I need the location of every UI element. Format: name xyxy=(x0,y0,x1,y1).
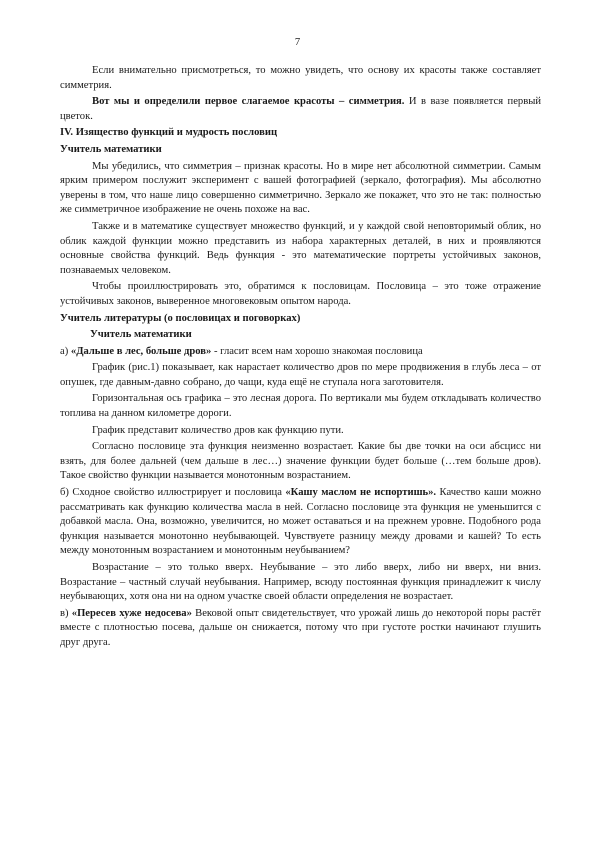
bold-text: Учитель литературы (о пословицах и поговорках) xyxy=(60,312,301,324)
text-run: б) Сходное свойство иллюстрирует и пословица xyxy=(60,487,286,499)
text-run: Согласно пословице эта функция неизменно возрастает. Какие бы две точки на оси абсцисс ни взять, для более дальней (чем дальше в лес…) значение функции будет больше (…тем больше дров). Такое свойство функции называется монотонным возрастанием. xyxy=(60,441,541,482)
paragraph xyxy=(60,312,541,327)
bold-text: Учитель математики xyxy=(90,329,192,341)
text-run: а) xyxy=(60,345,71,357)
text-run: И в вазе появляется первый цветок. xyxy=(60,96,542,122)
text-run: Качество каши можно рассматривать как функцию количества масла в ней. Согласно пословице эта функция не уменьшится с добавкой масла. Она, возможно, увеличится, но может оставаться и на прежнем уровне. Подобного рода функция называется монотонно неубывающей. Чувствуете разницу между дровами и кашей? То есть между монотонным возрастанием и монотонным неубыванием? xyxy=(60,487,542,557)
text-run: - гласит всем нам хорошо знакомая пословица xyxy=(211,345,423,357)
paragraph xyxy=(60,64,541,93)
paragraph xyxy=(60,361,541,390)
paragraph xyxy=(60,345,541,360)
text-run: Вековой опыт свидетельствует, что урожай лишь до некоторой поры растёт вместе с плотностью посева, дальше он снижается, потому что при густоте ростки начинают глушить друг друга. xyxy=(60,607,541,648)
bold-text: «Дальше в лес, больше дров» xyxy=(70,345,212,357)
paragraph xyxy=(60,440,541,484)
paragraph xyxy=(60,561,541,605)
paragraph xyxy=(60,328,541,343)
document-body xyxy=(60,64,541,651)
paragraph xyxy=(60,126,541,141)
bold-text: Вот мы и определили первое слагаемое красоты – симметрия. xyxy=(92,96,405,108)
paragraph xyxy=(60,486,541,559)
bold-text: Учитель математики xyxy=(60,143,162,155)
paragraph xyxy=(60,143,541,158)
text-run: Возрастание – это только вверх. Неубывание – это либо вверх, либо ни вверх, ни вниз. Возрастание – частный случай неубывания. Например, всюду постоянная функция принадлежит к числу неубывающих, хотя она ни на одном участке своей области определения не возрастает. xyxy=(60,562,541,603)
page-number: 7 xyxy=(294,37,301,48)
text-run: Также и в математике существует множество функций, и у каждой свой неповторимый облик, но облик каждой функции можно представить из набора характерных деталей, в них и проявляются основные свойства функций. Ведь функция - это математические портреты устойчивых законов, познаваемых человеком. xyxy=(60,220,541,276)
text-run: Если внимательно присмотреться, то можно увидеть, что основу их красоты также составляет симметрия. xyxy=(60,65,541,91)
bold-text: IV. Изящество функций и мудрость пословиц xyxy=(60,127,278,139)
paragraph xyxy=(60,392,541,421)
text-run: График (рис.1) показывает, как нарастает количество дров по мере продвижения в глубь леса – от опушек, где давным-давно собрано, до чащи, куда ещё не ступала нога заготовителя. xyxy=(60,362,541,388)
paragraph xyxy=(60,607,541,651)
paragraph xyxy=(60,280,541,309)
text-run: График представит количество дров как функцию пути. xyxy=(92,424,344,436)
text-run: Мы убедились, что симметрия – признак красоты. Но в мире нет абсолютной симметрии. Самым ярким примером послужит эксперимент с вашей фотографией (зеркало, фотография). Мы абсолютно уверены в том, что наше лицо совершенно симметрично. Зеркало же покажет, что это не так: полностью же симметричное изображение не очень похоже на вас. xyxy=(60,160,541,216)
paragraph xyxy=(60,160,541,218)
text-run: Горизонтальная ось графика – это лесная дорога. По вертикали мы будем откладывать количество топлива на данном километре дороги. xyxy=(60,393,541,420)
text-run: Чтобы проиллюстрировать это, обратимся к пословицам. Пословица – это тоже отражение устойчивых законов, выверенное многовековым опытом народа. xyxy=(60,281,541,307)
bold-text: «Кашу маслом не испортишь». xyxy=(285,487,437,499)
bold-text: «Пересев хуже недосева» xyxy=(71,607,192,619)
paragraph xyxy=(60,95,541,124)
paragraph xyxy=(60,424,541,439)
text-run: в) xyxy=(60,607,72,619)
paragraph xyxy=(60,220,541,278)
